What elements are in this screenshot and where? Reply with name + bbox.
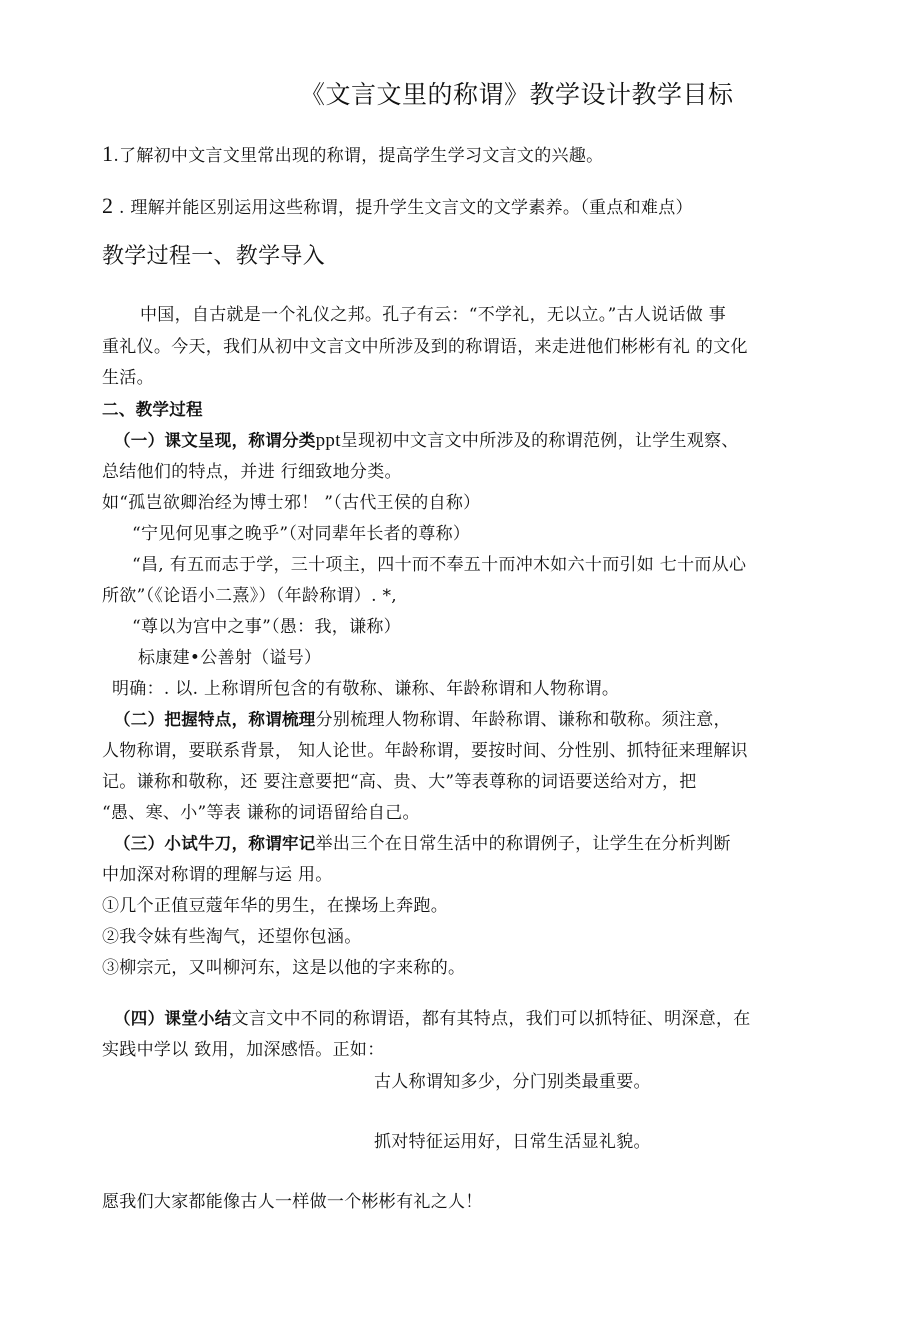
part-1-label: （一）课文呈现，称谓分类 [114,431,316,450]
clarification-line: 明确：. 以. 上称谓所包含的有敬称、谦称、年龄称谓和人物称谓。 [112,679,620,699]
example-line-2: “宁见何见事之晚乎”（对同辈年长者的尊称） [132,524,471,544]
part-3-line-2: 中加深对称谓的理解与运 用。 [102,865,333,885]
goal-1-text: .了解初中文言文里常出现的称谓，提高学生学习文言文的兴趣。 [113,146,604,166]
part-1-line-1 [114,430,739,452]
example-line-4: 所欲”（《论语小二熹》）（年龄称谓）. *, [102,586,398,606]
example-line-1: 如“孤岂欲卿治经为博士邪！ ”（古代王侯的自称） [102,493,481,513]
part-2-line-3: 记。谦称和敬称，还 要注意要把“高、贵、大”等表尊称的词语要送给对方，把 [102,772,697,792]
part-4-line-2: 实践中学以 致用，加深感悟。正如： [102,1040,385,1060]
verse-line-2: 抓对特征运用好，日常生活显礼貌。 [374,1132,651,1152]
part-3-item-3: ③柳宗元，又叫柳河东，这是以他的字来称的。 [102,958,466,978]
part-2-line-1 [114,709,731,731]
part-2-line-2: 人物称谓，要联系背景， 知人论世。年龄称谓，要按时间、分性别、抓特征来理解识 [102,741,748,761]
part-2-label: （二）把握特点，称谓梳理 [114,710,316,729]
part-3-item-2: ②我令妹有些淘气，还望你包涵。 [102,927,362,947]
part-1-tool: ppt [315,430,341,451]
part-4-label: （四）课堂小结 [114,1009,232,1028]
goal-1 [102,143,603,167]
intro-line-3: 生活。 [102,368,154,388]
section-2-heading: 二、教学过程 [102,400,203,419]
example-line-5: “尊以为宫中之事”（愚：我，谦称） [132,617,401,637]
example-line-6: 标康建•公善射（谥号） [138,648,322,668]
intro-line-2: 重礼仪。今天，我们从初中文言文中所涉及到的称谓语，来走进他们彬彬有礼 的文化 [102,337,748,357]
document-title: 《文言文里的称谓》教学设计教学目标 [300,80,734,109]
goal-2 [102,195,693,219]
part-2-line-4: “愚、寒、小”等表 谦称的词语留给自己。 [102,803,420,823]
verse-line-1: 古人称谓知多少，分门别类最重要。 [374,1072,651,1092]
process-heading: 教学过程一、教学导入 [102,244,326,269]
part-3-line-1 [114,833,731,855]
closing-line: 愿我们大家都能像古人一样做一个彬彬有礼之人！ [102,1192,483,1212]
example-line-3: “昌, 有五而志于学，三十项主，四十而不奉五十而冲木如六十而引如 七十而从心 [132,555,747,575]
goal-2-number: 2 [102,193,114,218]
part-2-text: 分别梳理人物称谓、年龄称谓、谦称和敬称。须注意， [315,710,731,730]
part-1-text: 呈现初中文言文中所涉及的称谓范例，让学生观察、 [340,431,739,451]
intro-line-1: 中国，自古就是一个礼仪之邦。孔子有云：“不学礼，无以立。”古人说话做 事 [140,305,727,325]
part-4-line-1 [114,1008,751,1030]
part-3-text: 举出三个在日常生活中的称谓例子，让学生在分析判断 [315,834,731,854]
goal-2-text: . 理解并能区别运用这些称谓，提升学生文言文的文学素养。（重点和难点） [113,198,693,218]
part-3-item-1: ①几个正值豆蔻年华的男生，在操场上奔跑。 [102,896,448,916]
part-4-text: 文言文中不同的称谓语，都有其特点，我们可以抓特征、明深意，在 [231,1009,751,1029]
part-3-label: （三）小试牛刀，称谓牢记 [114,834,316,853]
goal-1-number: 1 [102,141,114,166]
part-1-line-2: 总结他们的特点，并进 行细致地分类。 [102,462,402,482]
